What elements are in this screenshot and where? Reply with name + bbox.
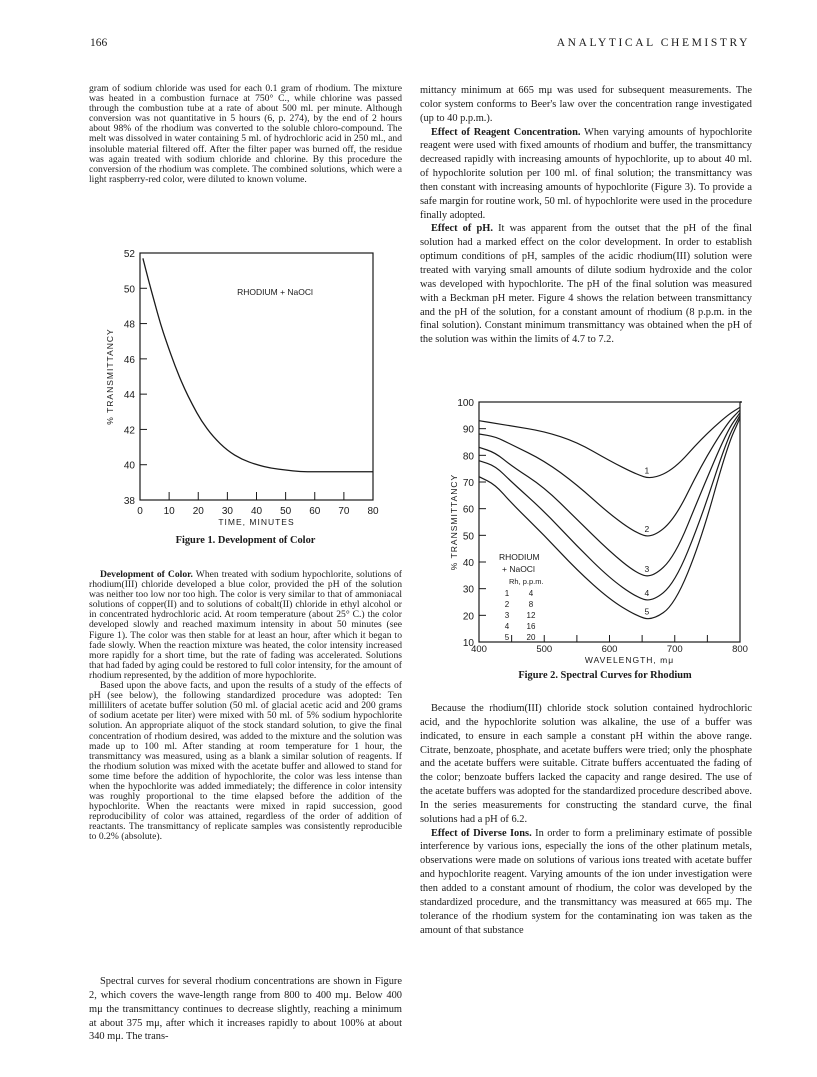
figure-2-legend-ppm: 16 (526, 622, 536, 631)
figure-1 (95, 243, 400, 538)
figure-2-legend-title: RHODIUM (499, 552, 540, 562)
figure-2-chart (440, 392, 817, 667)
figure-2-legend-ppm: 4 (528, 589, 534, 598)
col1-paragraph-1: gram of sodium chloride was used for each 0.1 gram of rhodium. The mixture was heated in a combustion furnace at 750° C., while chlorine was passed through the combustion tube at a rate of about 500 ml. per minute. Although conversion was not quantitative in 5 hours (6, p. 274), by the end of 2 hours about 98% of the rhodium was converted to the soluble chloro-compound. The melt was dissolved in water containing 5 ml. of hydrochloric acid in 250 ml., and insoluble material filtered off. After the filter paper was burned off, the residue was again treated with sodium chloride and chlorine. By this procedure the conversion of the rhodium was complete. The combined solutions, which were a light raspberry-red color, were diluted to known volume. (89, 83, 402, 185)
figure-1-y-tick-label: 52 (123, 249, 135, 260)
figure-2-legend-ppm: 8 (528, 600, 534, 609)
figure-1-x-tick-label: 40 (250, 506, 263, 517)
figure-2-curve-label: 4 (644, 588, 650, 598)
figure-1-y-tick-label: 44 (123, 390, 135, 402)
figure-1-x-tick-label: 20 (192, 506, 204, 517)
figure-2-legend-curve-number: 2 (504, 600, 510, 609)
figure-2-y-tick-label: 90 (462, 424, 474, 436)
figure-1-caption: Figure 1. Development of Color (175, 535, 316, 546)
figure-1-y-tick-label: 40 (123, 460, 135, 472)
figure-2-y-axis-label: % TRANSMITTANCY (449, 473, 459, 571)
col1-spectral-paragraph: Spectral curves for several rhodium concentrations are shown in Figure 2, which covers the wave-length range from 800 to 400 mμ. Below 400 mμ the transmittancy continues to decrease slightly, reaching a minimum at about 375 mμ, after which it increases rapidly to about 100% at about 340 mμ. The trans- (89, 976, 402, 1043)
figure-2-x-tick-label: 400 (471, 644, 487, 655)
figure-2-y-tick-label: 40 (462, 558, 474, 569)
figure-1-x-tick-label: 10 (163, 506, 175, 517)
figure-1-x-tick-label: 60 (309, 506, 321, 517)
col2-top-text: mittancy minimum at 665 mμ was used for subsequent measurements. The color system conforms to Beer's law over the concentration range investigated (up to 40 p.p.m.). Effect of Reagent Concentration. When varying amounts of hypochlorite reagent were used with fixed amounts of rhodium and buffer, the transmittancy decreased rapidly with increasing amounts of hypochlorite, up to about 40 ml. of hypochlorite solution per 100 ml. of final solution; the transmittancy was then constant with increasing amounts of hypochlorite (Figure 3). To provide a safe margin for routine work, 50 ml. of hypochlorite were used in the procedure finally adopted. Effect of pH. It was apparent from the outset that the pH of the final solution had a marked effect on the color development. In order to establish optimum conditions of pH, samples of the acidic rhodium(III) solution were treated with varying small amounts of dilute sodium hydroxide and the color was developed with hypochlorite. The pH of the final solution was measured with a Beckman pH meter. Figure 4 shows the relation between transmittancy and the pH of the solution, for a constant amount of rhodium (8 p.p.m. in the final solution). Constant minimum transmittancy was obtained when the pH of the solution was within the limits of 4.7 to 7.2. (420, 85, 752, 346)
figure-2-y-tick-label: 30 (462, 584, 474, 596)
figure-2-x-tick-label: 800 (732, 644, 748, 655)
figure-1-x-tick-label: 30 (221, 506, 233, 517)
figure-2-x-tick-label: 600 (601, 644, 618, 655)
figure-1-x-tick-label: 70 (338, 506, 350, 517)
figure-2-y-tick-label: 70 (462, 478, 474, 489)
figure-2-x-tick-label: 700 (666, 644, 683, 655)
figure-2-y-tick-label: 100 (457, 398, 474, 409)
page-number: 166 (90, 37, 108, 49)
figure-2-y-tick-label: 50 (462, 531, 474, 543)
figure-2-y-tick-label: 10 (462, 638, 474, 649)
figure-2-curve-label: 1 (644, 465, 650, 476)
figure-2-legend-title-2: + NaOCl (502, 564, 535, 574)
figure-2 (440, 392, 817, 672)
col2-paragraph-1: mittancy minimum at 665 mμ was used for subsequent measurements. The color system conforms to Beer's law over the concentration range investigated (up to 40 p.p.m.). (420, 85, 752, 124)
figure-1-x-tick-label: 0 (137, 506, 143, 517)
figure-2-caption: Figure 2. Spectral Curves for Rhodium (518, 670, 692, 681)
figure-2-legend-curve-number: 4 (504, 622, 510, 631)
figure-1-y-tick-label: 38 (123, 496, 135, 507)
section-head-ph: Effect of pH. (431, 223, 493, 235)
figure-1-y-tick-label: 42 (123, 425, 135, 437)
figure-2-legend-curve-number: 5 (504, 633, 510, 642)
figure-1-y-tick-label: 48 (123, 319, 135, 331)
col1-development-of-color: Development of Color. When treated with sodium hypochlorite, solutions of rhodium(III) chloride developed a blue color, provided the pH of the solution was neither too low nor too high. The color is very similar to that of ammoniacal solutions of copper(II) and to solutions of cobalt(II) chloride in ethyl alcohol or in concentrated hydrochloric acid. At room temperature (about 25° C.) the color developed slowly and reached maximum intensity in about 50 minutes (see Figure 1). The color was then stable for at least an hour, after which it began to fade slowly. When the reaction mixture was heated, the color intensity increased more rapidly for a short time, but the rate of fading was accelerated. Solutions that had faded by aging could be restored to full color intensity, for the amount of rhodium represented, by the addition of more hypochlorite. Based upon the above facts, and upon the results of a study of the effects of pH (see below), the following standardized procedure was adopted: Ten milliliters of acetate buffer solution (50 ml. of glacial acetic acid and 200 grams of sodium acetate per liter) were mixed with 50 ml. of 5% sodium hypochlorite solution. An appropriate aliquot of the stock standard solution, to give the final concentration of rhodium desired, was added to the mixture and the solution was made up to 100 ml. After standing at room temperature for 1 hour, the transmittancy was measured, using as a blank a similar solution of reagents. If the rhodium solution was mixed with the acetate buffer and allowed to stand for some time before the addition of hypochlorite, the color was less intense than when the hypochlorite was added immediately; the difference in color intensity was roughly proportional to the time elapsed before the addition of the hypochlorite. When the reactants were mixed in rapid succession, good reproducibility of color was attained, regardless of the order of addition of reactants. The transmittancy of replicate samples was consistently reproducible to 0.2% (absolute). (89, 569, 402, 843)
col2-buffer-paragraph: Because the rhodium(III) chloride stock solution contained hydrochloric acid, and the hypochlorite solution was alkaline, the use of a buffer was indicated, to ensure in each sample a constant pH within the above range. Citrate, benzoate, phosphate, and acetate buffers were tried; only the phosphate and the acetate buffers were suitable. Citrate buffers accentuated the fading of the color; benzoate buffers lacked the capacity and range desired. The use of the acetate buffers was adopted for the standardized procedure described above. In the series measurements for constructing the standard curve, the final solutions had a pH of 6.2. (420, 703, 752, 825)
figure-2-y-tick-label: 80 (462, 451, 474, 463)
figure-2-legend-ppm: 12 (526, 611, 536, 620)
figure-2-frame (479, 402, 740, 642)
figure-1-chart (95, 243, 400, 533)
figure-2-legend-header: Rh, p.p.m. (509, 577, 544, 586)
section-head-reagent: Effect of Reagent Concentration. (431, 126, 581, 138)
figure-1-curve-label: RHODIUM + NaOCl (237, 287, 313, 297)
section-head-development: Development of Color. (100, 569, 193, 580)
figure-2-curve-label: 2 (644, 524, 650, 534)
figure-1-y-tick-label: 50 (123, 284, 135, 296)
col2-bottom-text: Because the rhodium(III) chloride stock solution contained hydrochloric acid, and the hypochlorite solution was alkaline, the use of a buffer was indicated, to ensure in each sample a constant pH within the above range. Citrate, benzoate, phosphate, and acetate buffers were tried; only the phosphate and the acetate buffers were suitable. Citrate buffers accentuated the fading of the color; benzoate buffers lacked the capacity and range desired. The use of the acetate buffers was adopted for the standardized procedure described above. In the series measurements for constructing the standard curve, the final solutions had a pH of 6.2. Effect of Diverse Ions. In order to form a preliminary estimate of possible interference by various ions, especially the ions of the other platinum metals, observations were made on solutions of various ions treated with acetate buffer and hypochlorite reagent. Varying amounts of the ion under investigation were then added to a constant amount of rhodium, the color was developed by the standardized procedure, and the transmittancy was measured at 665 mμ. The tolerance of the rhodium system for the contaminating ion was taken as the amount of that substance (420, 703, 752, 936)
figure-2-curve-label: 5 (644, 606, 650, 617)
figure-2-y-tick-label: 20 (462, 611, 474, 623)
figure-1-y-axis-label: % TRANSMITTANCY (105, 328, 115, 425)
figure-2-x-tick-label: 500 (536, 644, 553, 655)
figure-2-y-tick-label: 60 (462, 504, 474, 516)
figure-2-legend-ppm: 20 (526, 633, 536, 642)
figure-1-x-tick-label: 80 (367, 506, 379, 517)
running-header (90, 37, 750, 55)
figure-1-x-axis-label: TIME, MINUTES (218, 517, 295, 527)
figure-2-curve-label: 3 (644, 564, 650, 574)
figure-2-x-axis-label: WAVELENGTH, mμ (584, 655, 675, 665)
figure-1-x-tick-label: 50 (280, 506, 292, 517)
figure-2-legend-curve-number: 1 (504, 589, 510, 598)
figure-2-legend-curve-number: 3 (504, 611, 510, 620)
col1-procedure-paragraph: Based upon the above facts, and upon the results of a study of the effects of pH (see below), the following standardized procedure was adopted: Ten milliliters of acetate buffer solution (50 ml. of glacial acetic acid and 200 grams of sodium acetate per liter) were mixed with 50 ml. of 5% sodium hypochlorite solution. An appropriate aliquot of the stock standard solution, to give the final concentration of rhodium desired, was added to the mixture and the solution was made up to 100 ml. After standing at room temperature for 1 hour, the transmittancy was measured, using as a blank a similar solution of reagents. If the rhodium solution was mixed with the acetate buffer and allowed to stand for some time before the addition of hypochlorite, the color was less intense than when the hypochlorite was added immediately; the difference in color intensity was roughly proportional to the time elapsed before the addition of the hypochlorite. When the reactants were mixed in rapid succession, good reproducibility of color was attained, regardless of the order of addition of reactants. The transmittancy of replicate samples was consistently reproducible to 0.2% (absolute). (89, 680, 402, 843)
journal-title: ANALYTICAL CHEMISTRY (556, 37, 750, 49)
section-head-diverse-ions: Effect of Diverse Ions. (431, 827, 532, 839)
figure-1-y-tick-label: 46 (123, 354, 135, 366)
